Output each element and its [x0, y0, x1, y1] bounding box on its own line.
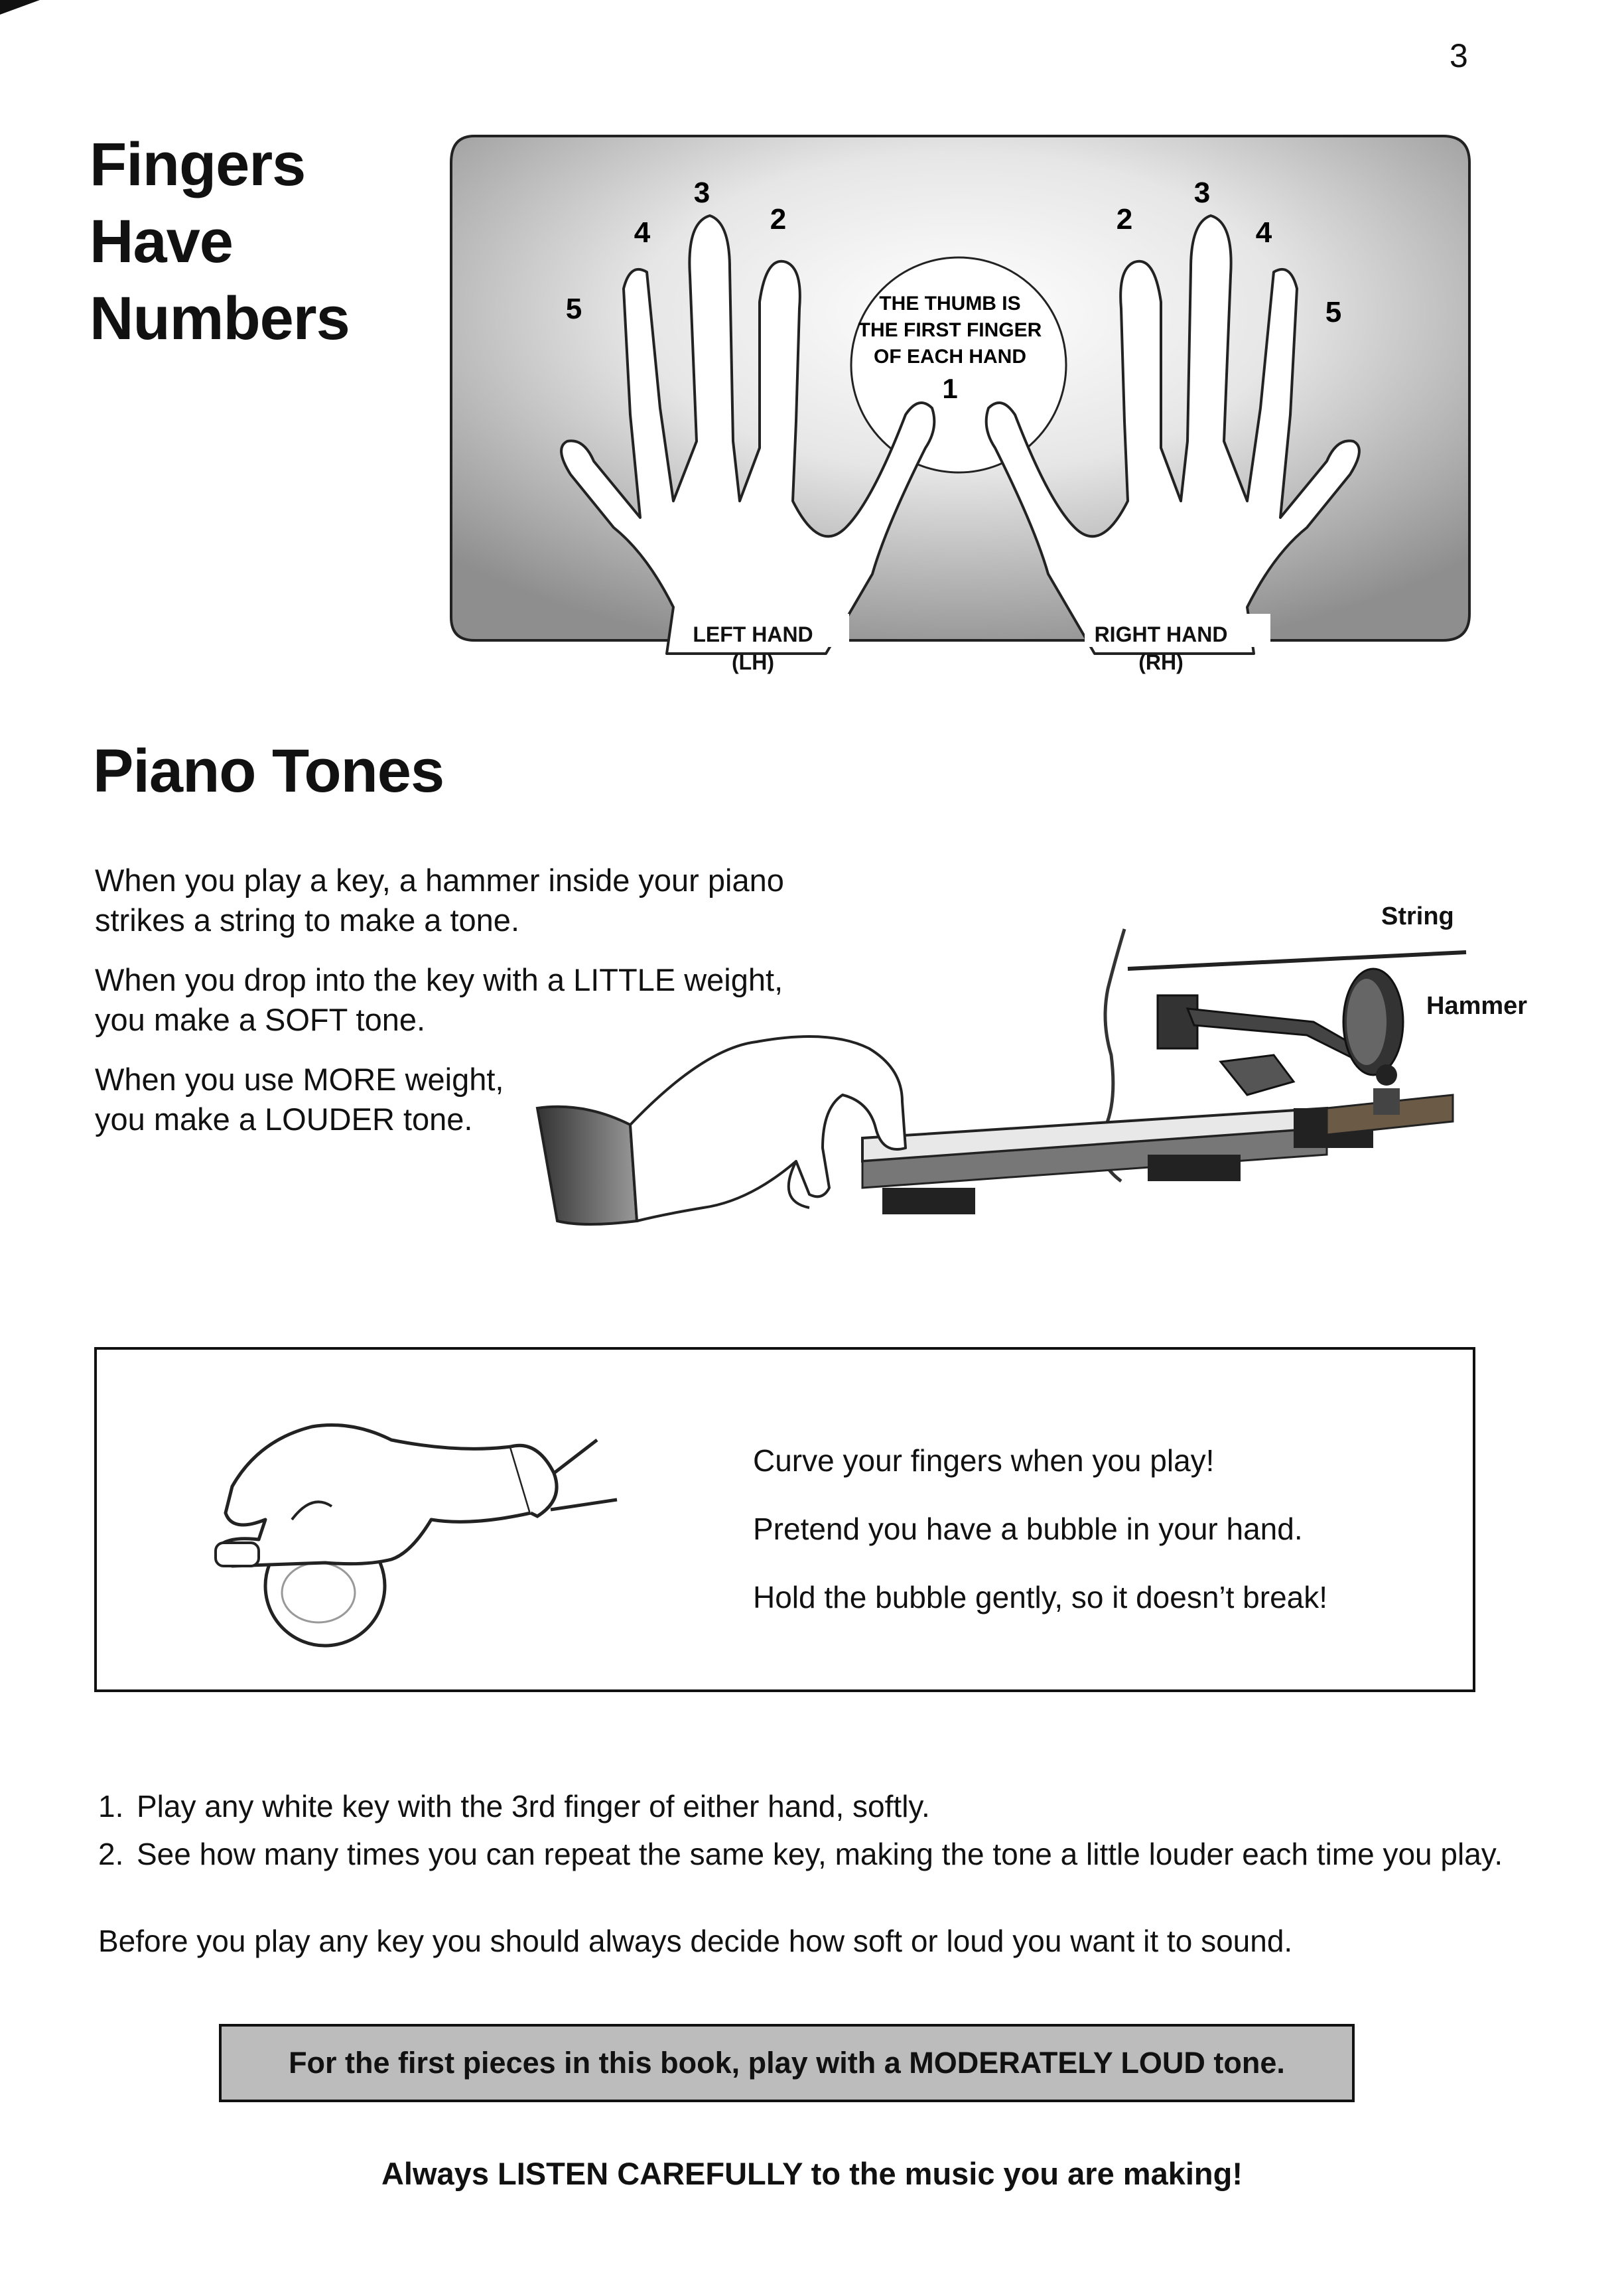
- before-you-play-text: Before you play any key you should always decide how soft or loud you want it to sound.: [98, 1924, 1293, 1958]
- hammer-mechanism: [1158, 969, 1403, 1115]
- right-finger-4: 4: [1255, 216, 1272, 249]
- right-hand-abbr: (RH): [1138, 650, 1184, 674]
- right-finger-3: 3: [1193, 177, 1211, 209]
- exercise-list: [98, 1782, 1503, 1878]
- para-3-line-1: When you use MORE weight,: [95, 1062, 504, 1097]
- piano-string: [1128, 952, 1466, 969]
- list-item-number: 1.: [98, 1789, 124, 1824]
- listen-carefully-text: Always LISTEN CAREFULLY to the music you are making!: [381, 2156, 1243, 2191]
- banner-text: For the first pieces in this book, play with a MODERATELY LOUD tone.: [289, 2046, 1285, 2080]
- left-finger-2: 2: [770, 203, 787, 236]
- left-finger-5: 5: [565, 293, 582, 325]
- page-number: 3: [1450, 37, 1468, 74]
- corner-mark: [0, 0, 46, 20]
- title-line-3: Numbers: [90, 285, 350, 352]
- left-hand-text: LEFT HAND: [693, 622, 813, 646]
- para-1-line-2: strikes a string to make a tone.: [95, 902, 520, 938]
- title-line-1: Fingers: [90, 131, 306, 198]
- fingers-section-title: [90, 126, 381, 357]
- playing-hand: [537, 1037, 906, 1224]
- right-hand-text: RIGHT HAND: [1094, 622, 1228, 646]
- piano-tones-para-3: [95, 1060, 504, 1139]
- thumb-note-line-3: OF EACH HAND: [874, 346, 1026, 368]
- list-item-number: 2.: [98, 1837, 124, 1871]
- para-2-line-1: When you drop into the key with a LITTLE weight,: [95, 962, 783, 997]
- curve-line-3: Hold the bubble gently, so it doesn’t break!: [753, 1580, 1328, 1614]
- hammer-label: Hammer: [1426, 992, 1528, 1020]
- thumb-number: 1: [942, 373, 958, 404]
- left-finger-4: 4: [634, 216, 651, 249]
- curve-fingers-text: [753, 1427, 1327, 1632]
- right-finger-5: 5: [1325, 296, 1342, 328]
- para-2-line-2: you make a SOFT tone.: [95, 1002, 426, 1037]
- list-item-text: See how many times you can repeat the same key, making the tone a little louder each time you play.: [137, 1837, 1503, 1871]
- hands-illustration: [448, 129, 1473, 660]
- thumb-note-line-1: THE THUMB IS: [879, 293, 1021, 315]
- right-finger-2: 2: [1116, 203, 1133, 236]
- left-finger-3: 3: [693, 177, 710, 209]
- thumb-note-line-2: THE FIRST FINGER: [858, 319, 1042, 341]
- bubble-hand-illustration: [192, 1394, 624, 1652]
- list-item-text: Play any white key with the 3rd finger of either hand, softly.: [137, 1789, 930, 1824]
- left-hand-abbr: (LH): [732, 650, 774, 674]
- moderately-loud-banner: [219, 2024, 1355, 2102]
- para-1-line-1: When you play a key, a hammer inside your piano: [95, 863, 784, 898]
- piano-tones-title: Piano Tones: [93, 737, 444, 805]
- piano-action-illustration: [531, 909, 1493, 1254]
- right-hand-label: [1075, 620, 1247, 676]
- curve-line-2: Pretend you have a bubble in your hand.: [753, 1512, 1303, 1546]
- title-line-2: Have: [90, 208, 233, 275]
- list-item: [98, 1782, 1503, 1830]
- list-item: [98, 1830, 1503, 1878]
- para-3-line-2: you make a LOUDER tone.: [95, 1102, 473, 1137]
- curve-line-1: Curve your fingers when you play!: [753, 1443, 1215, 1478]
- left-hand-label: [673, 620, 833, 676]
- string-label: String: [1381, 902, 1454, 930]
